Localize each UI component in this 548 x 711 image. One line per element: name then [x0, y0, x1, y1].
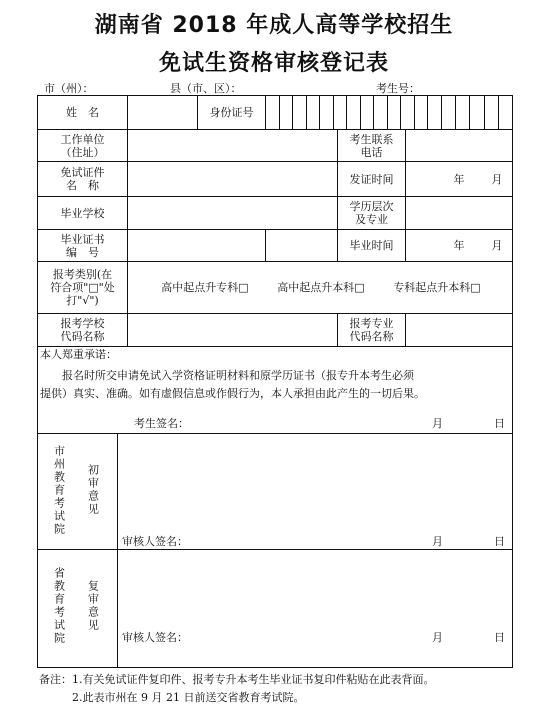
- name-field[interactable]: [128, 96, 197, 129]
- contact-phone-label: 考生联系 电话: [349, 132, 394, 159]
- city-review-day: 日: [494, 535, 505, 548]
- major-code-field[interactable]: [406, 314, 512, 346]
- page-title: 湖南省 2018 年成人高等学校招生: [94, 13, 454, 38]
- diploma-number-label: 毕业证书 编 号: [60, 232, 105, 259]
- graduation-date-label: 毕业时间: [349, 239, 394, 252]
- pledge-month: 月: [432, 417, 443, 430]
- city-review-field[interactable]: [118, 434, 512, 524]
- major-code-label: 报考专业 代码名称: [349, 317, 394, 343]
- issue-month-label: 月: [491, 172, 503, 186]
- province-review-day: 日: [494, 631, 505, 644]
- checkbox-icon[interactable]: □: [354, 281, 365, 294]
- option-hs-junior-label: 高中起点升专科: [161, 281, 239, 294]
- work-unit-label: 工作单位 （住址）: [60, 132, 105, 159]
- checkbox-icon[interactable]: □: [470, 281, 481, 294]
- page-subtitle: 免试生资格审核登记表: [158, 51, 389, 76]
- province-review-month: 月: [432, 631, 443, 644]
- pledge-line-2: 提供）真实、准确。如有虚假信息或作假行为，本人承担由此产生的一切后果。: [40, 387, 425, 400]
- work-unit-field[interactable]: [128, 130, 337, 161]
- pledge-day: 日: [494, 417, 505, 430]
- option-hs-bachelor[interactable]: [266, 262, 376, 313]
- option-junior-bachelor-label: 专科起点升本科: [393, 281, 471, 294]
- application-type-label: 报考类别(在 符合项"□"处 打"√"): [50, 268, 115, 307]
- option-junior-bachelor[interactable]: [382, 262, 492, 313]
- pledge-line-1: 报名时所交申请免试入学资格证明材料和原学历证书（报专升本考生必须: [62, 369, 414, 382]
- graduate-school-field[interactable]: [128, 197, 337, 229]
- graduate-school-label: 毕业学校: [60, 206, 105, 220]
- issue-year-label: 年: [453, 172, 465, 186]
- option-hs-junior[interactable]: [150, 262, 260, 313]
- province-review-field[interactable]: [118, 550, 512, 620]
- contact-phone-field[interactable]: [406, 130, 512, 161]
- note-1: 备注：1.有关免试证件复印件、报考专升本考生毕业证书复印件粘贴在此表背面。: [39, 673, 435, 686]
- issue-date-label: 发证时间: [349, 172, 394, 186]
- school-code-label: 报考学校 代码名称: [60, 317, 105, 343]
- exempt-cert-field[interactable]: [128, 162, 337, 196]
- candidate-signature-label: 考生签名：: [134, 417, 189, 430]
- exempt-cert-label: 免试证件 名 称: [60, 166, 105, 192]
- diploma-number-field[interactable]: [128, 230, 265, 261]
- id-number-label: 身份证号: [209, 106, 254, 119]
- exam-number-label: 考生号：: [376, 82, 420, 95]
- graduation-year-label: 年: [453, 239, 465, 252]
- city-reviewer-signature-label: 审核人签名：: [122, 535, 188, 548]
- pledge-heading: 本人郑重承诺：: [40, 348, 117, 361]
- graduation-month-label: 月: [491, 239, 503, 252]
- option-hs-bachelor-label: 高中起点升本科: [277, 281, 355, 294]
- city-exam-institute-label: 市州教育考试院: [52, 444, 66, 536]
- education-level-field[interactable]: [406, 197, 512, 229]
- school-code-field[interactable]: [128, 314, 337, 346]
- county-label: 县（市、区）：: [170, 82, 242, 95]
- initial-review-label: 初审意见: [86, 464, 100, 516]
- province-exam-institute-label: 省教育考试院: [52, 567, 66, 645]
- city-review-month: 月: [432, 535, 443, 548]
- note-2: 2.此表市州在 9 月 21 日前送交省教育考试院。: [72, 691, 305, 704]
- re-review-label: 复审意见: [86, 580, 100, 632]
- education-level-label: 学历层次 及专业: [349, 200, 394, 226]
- province-reviewer-signature-label: 审核人签名：: [122, 631, 188, 644]
- name-label: 姓 名: [66, 106, 99, 119]
- checkbox-icon[interactable]: □: [238, 281, 249, 294]
- city-label: 市（州）：: [44, 82, 94, 95]
